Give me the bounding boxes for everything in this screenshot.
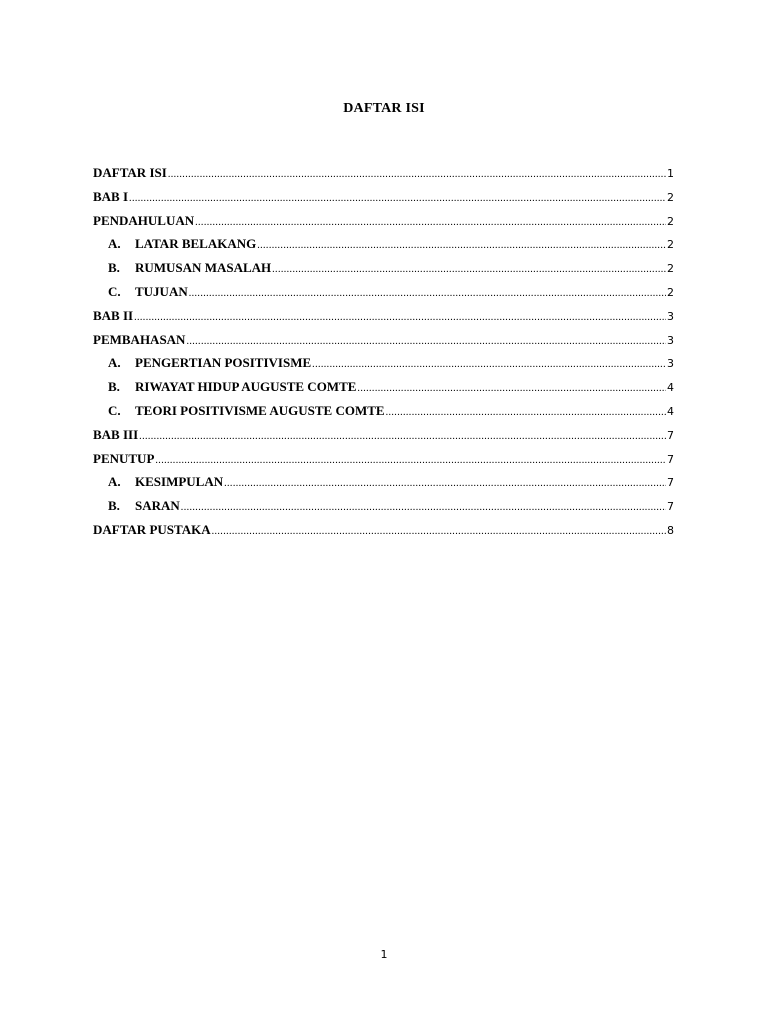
dot-leader <box>312 359 666 370</box>
toc-entry-page: 2 <box>667 262 674 276</box>
toc-subentry[interactable] <box>93 403 674 427</box>
toc-entry-label: BAB II <box>93 307 134 323</box>
toc-entry[interactable] <box>93 332 674 356</box>
toc-entry-page: 2 <box>667 285 674 299</box>
dot-leader <box>224 478 666 489</box>
toc-entry-page: 3 <box>667 309 674 323</box>
toc-subentry[interactable] <box>93 498 674 522</box>
toc-entry-page: 3 <box>667 333 674 347</box>
table-of-contents <box>93 165 674 546</box>
toc-subentry[interactable] <box>93 474 674 498</box>
toc-entry-label: RUMUSAN MASALAH <box>135 260 272 276</box>
toc-entry-label: LATAR BELAKANG <box>135 236 257 252</box>
toc-entry-label: DAFTAR PUSTAKA <box>93 521 211 537</box>
toc-entry-marker: A. <box>108 355 121 371</box>
toc-entry[interactable] <box>93 189 674 213</box>
toc-entry[interactable] <box>93 427 674 451</box>
dot-leader <box>139 431 666 442</box>
toc-entry-marker: B. <box>108 379 120 395</box>
toc-entry-page: 2 <box>667 190 674 204</box>
dot-leader <box>272 264 666 275</box>
toc-entry-label: TUJUAN <box>135 283 188 299</box>
toc-subentry[interactable] <box>93 379 674 403</box>
toc-entry-label: TEORI POSITIVISME AUGUSTE COMTE <box>135 402 385 418</box>
toc-entry[interactable] <box>93 451 674 475</box>
toc-entry-label: PENDAHULUAN <box>93 212 195 228</box>
dot-leader <box>186 336 666 347</box>
toc-entry-page: 7 <box>667 452 674 466</box>
toc-entry-page: 1 <box>667 167 674 180</box>
dot-leader <box>181 502 666 513</box>
toc-entry-page: 2 <box>667 214 674 228</box>
toc-subentry[interactable] <box>93 284 674 308</box>
toc-entry-label: PENUTUP <box>93 450 155 466</box>
toc-entry-marker: C. <box>108 402 121 418</box>
dot-leader <box>195 217 666 228</box>
toc-entry[interactable] <box>93 213 674 237</box>
toc-entry[interactable] <box>93 308 674 332</box>
page-title: DAFTAR ISI <box>343 101 425 116</box>
dot-leader <box>386 407 666 418</box>
toc-entry-page: 7 <box>667 428 674 442</box>
dot-leader <box>168 169 666 180</box>
toc-entry-marker: B. <box>108 260 120 276</box>
toc-entry-label: PENGERTIAN POSITIVISME <box>135 355 312 371</box>
dot-leader <box>134 312 666 323</box>
toc-entry-label: RIWAYAT HIDUP AUGUSTE COMTE <box>135 379 357 395</box>
toc-entry-label: KESIMPULAN <box>135 474 224 490</box>
toc-entry-page: 7 <box>667 476 674 490</box>
toc-entry[interactable] <box>93 522 674 546</box>
toc-entry-page: 8 <box>667 523 674 537</box>
dot-leader <box>257 240 666 251</box>
toc-entry-marker: A. <box>108 474 121 490</box>
page-number: 1 <box>380 948 388 961</box>
toc-subentry[interactable] <box>93 236 674 260</box>
toc-entry-label: BAB III <box>93 426 139 442</box>
toc-entry-marker: B. <box>108 498 120 514</box>
toc-entry-page: 7 <box>667 500 674 514</box>
toc-entry-label: PEMBAHASAN <box>93 331 186 347</box>
dot-leader <box>129 193 666 204</box>
toc-entry-label: SARAN <box>135 498 180 514</box>
toc-entry-label: DAFTAR ISI <box>93 165 167 180</box>
toc-entry-page: 4 <box>667 381 674 395</box>
toc-subentry[interactable] <box>93 260 674 284</box>
dot-leader <box>189 288 666 299</box>
dot-leader <box>155 455 666 466</box>
toc-entry-page: 2 <box>667 238 674 252</box>
toc-entry-marker: A. <box>108 236 121 252</box>
toc-entry-label: BAB I <box>93 188 129 204</box>
dot-leader <box>357 383 666 394</box>
toc-subentry[interactable] <box>93 355 674 379</box>
toc-entry-page: 3 <box>667 357 674 371</box>
toc-entry-page: 4 <box>667 404 674 418</box>
dot-leader <box>212 526 666 537</box>
toc-entry[interactable] <box>93 165 674 189</box>
toc-entry-marker: C. <box>108 283 121 299</box>
